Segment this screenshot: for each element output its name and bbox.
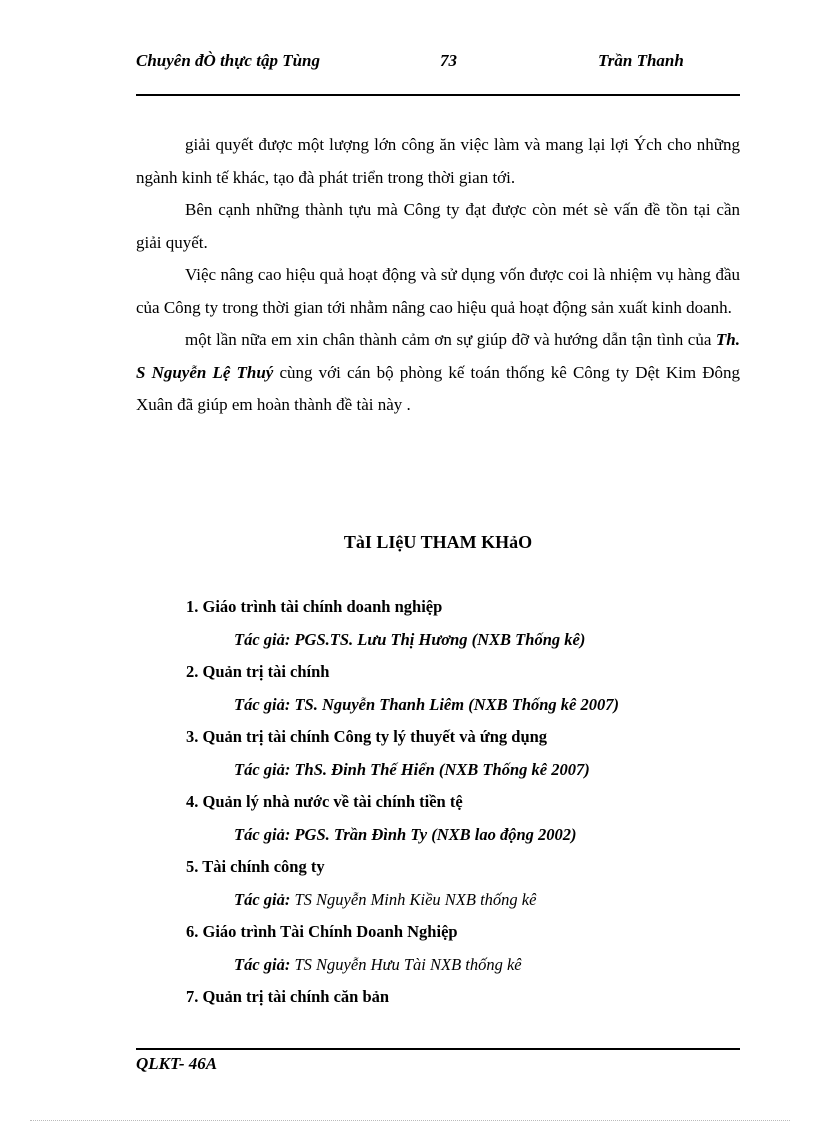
reference-title: 1. Giáo trình tài chính doanh nghiệp [186, 597, 443, 616]
header-author: Trần Thanh [598, 51, 684, 70]
page-footer: QLKT- 46A [136, 1054, 218, 1073]
paragraph-1: giải quyết được một lượng lớn công ăn việc làm và mang lại lợi Ých cho những ngành kinh tế khác, tạo đà phát triển trong thời gian tới. [136, 135, 740, 187]
header-left: Chuyên đÒ thực tập Tùng [136, 51, 320, 70]
reference-author [186, 884, 746, 917]
reference-author: Tác giả: ThS. Đinh Thế Hiển (NXB Thống kê 2007) [234, 759, 590, 779]
reference-item [186, 721, 746, 786]
reference-author [186, 949, 746, 982]
footer-divider [136, 1048, 740, 1050]
reference-item [186, 851, 746, 916]
supervisor-name: Th. S Nguyễn Lệ Thuý [136, 330, 740, 382]
reference-title: 6. Giáo trình Tài Chính Doanh Nghiệp [186, 922, 458, 941]
reference-author: Tác giả: PGS. Trần Đình Ty (NXB lao động 2002) [234, 824, 577, 844]
paragraph-2: Bên cạnh những thành tựu mà Công ty đạt được còn mét sè vấn đề tồn tại cần giải quyết. [136, 200, 740, 252]
reference-author: Tác giả: PGS.TS. Lưu Thị Hương (NXB Thống kê) [234, 629, 586, 649]
p4-after: cùng với cán bộ phòng kế toán thống kê Công ty Dệt Kim Đông Xuân đã giúp em hoàn thành đề tài này . [136, 362, 741, 414]
reference-item [186, 786, 746, 851]
reference-item [186, 591, 746, 656]
p4-before: một lần nữa em xin chân thành cảm ơn sự giúp đỡ và hướng dẫn tận tình của [185, 330, 716, 349]
reference-title: 4. Quản lý nhà nước về tài chính tiền tệ [186, 792, 463, 811]
reference-item [186, 981, 746, 1014]
page-edge-divider [30, 1120, 790, 1121]
reference-author: Tác giả: TS. Nguyễn Thanh Liêm (NXB Thống kê 2007) [234, 694, 620, 714]
paragraph-3: Việc nâng cao hiệu quả hoạt động và sử dụng vốn được coi là nhiệm vụ hàng đầu của Công ty trong thời gian tới nhằm nâng cao hiệu quả hoạt động sản xuất kinh doanh. [136, 265, 740, 317]
author-value: TS Nguyễn Hưu Tài NXB thống kê [290, 954, 522, 974]
page-header [136, 50, 740, 96]
reference-title: 2. Quản trị tài chính [186, 662, 330, 681]
reference-title: 3. Quản trị tài chính Công ty lý thuyết và ứng dụng [186, 727, 548, 746]
paragraph-4 [136, 324, 740, 422]
reference-title: 7. Quản trị tài chính căn bản [186, 987, 390, 1006]
author-value: TS Nguyễn Minh Kiều NXB thống kê [290, 889, 537, 909]
reference-title: 5. Tài chính công ty [186, 857, 325, 876]
references-heading: TàI LIệU THAM KHảO [343, 532, 533, 552]
body-text [136, 129, 740, 422]
references-list [186, 591, 746, 1014]
page-number: 73 [440, 51, 457, 70]
author-label: Tác giả: [234, 889, 291, 909]
author-label: Tác giả: [234, 954, 291, 974]
reference-item [186, 656, 746, 721]
reference-item [186, 916, 746, 981]
